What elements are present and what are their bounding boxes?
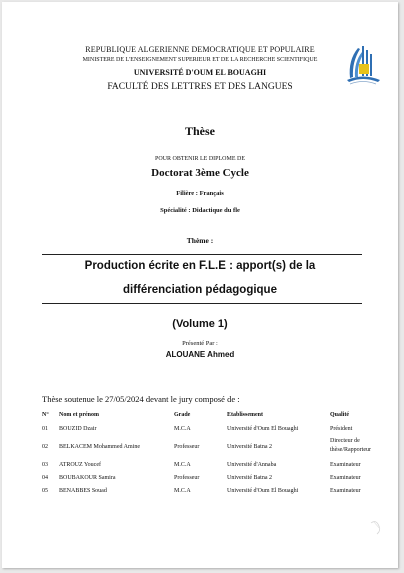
author-name: ALOUANE Ahmed bbox=[165, 350, 235, 359]
scan-artifact-icon bbox=[367, 517, 387, 537]
cell-numero: 04 bbox=[42, 475, 48, 481]
header-republique: REPUBLIQUE ALGERIENNE DEMOCRATIQUE ET POPULAIRE bbox=[85, 45, 315, 54]
cell-numero: 05 bbox=[42, 488, 48, 494]
col-header-nom: Nom et prénom bbox=[59, 412, 99, 418]
col-header-grade: Grade bbox=[174, 412, 191, 418]
cell-nom: BOUBAKOUR Samira bbox=[59, 475, 116, 481]
jury-intro: Thèse soutenue le 27/05/2024 devant le jury composé de : bbox=[42, 394, 240, 404]
cell-numero: 02 bbox=[42, 444, 48, 450]
cell-etablissement: Université Batna 2 bbox=[227, 444, 272, 450]
cell-grade: M.C.A bbox=[174, 462, 191, 468]
cell-grade: Professeur bbox=[174, 444, 200, 450]
cell-nom: BELKACEM Mohammed Amine bbox=[59, 444, 140, 450]
cell-etablissement: Université d'Annaba bbox=[227, 462, 277, 468]
header-universite: UNIVERSITÉ D'OUM EL BOUAGHI bbox=[133, 68, 267, 77]
cell-numero: 03 bbox=[42, 462, 48, 468]
cell-etablissement: Université Batna 2 bbox=[227, 475, 272, 481]
cell-grade: Professeur bbox=[174, 475, 200, 481]
cell-numero: 01 bbox=[42, 426, 48, 432]
cell-etablissement: Université d'Oum El Bouaghi bbox=[227, 426, 299, 432]
university-logo bbox=[342, 40, 384, 88]
volume-label: (Volume 1) bbox=[172, 318, 228, 330]
cell-qualite-line2: thèse/Rapporteur bbox=[330, 447, 371, 453]
pour-obtenir: POUR OBTENIR LE DIPLOME DE bbox=[155, 156, 245, 162]
col-header-etablissement: Etablissement bbox=[227, 412, 263, 418]
cell-qualite: Examinateur bbox=[330, 475, 361, 481]
col-header-numero: N° bbox=[42, 412, 49, 418]
thesis-title-line1: Production écrite en F.L.E : apport(s) de la bbox=[84, 260, 316, 272]
presente-par: Présenté Par : bbox=[182, 340, 218, 347]
cell-nom: ATROUZ Youcef bbox=[59, 462, 101, 468]
title-rule-bottom bbox=[42, 303, 362, 304]
cell-nom: BOUZID Dzair bbox=[59, 426, 97, 432]
cell-grade: M.C.A bbox=[174, 488, 191, 494]
cell-qualite: Examinateur bbox=[330, 462, 361, 468]
cell-nom: BENABBES Souad bbox=[59, 488, 107, 494]
col-header-qualite: Qualité bbox=[330, 412, 349, 418]
filiere: Filière : Français bbox=[176, 190, 224, 197]
specialite: Spécialité : Didactique du fle bbox=[160, 207, 240, 214]
document-type: Thèse bbox=[185, 124, 215, 138]
diplome: Doctorat 3ème Cycle bbox=[151, 167, 249, 179]
document-page bbox=[2, 2, 398, 568]
cell-etablissement: Université d'Oum El Bouaghi bbox=[227, 488, 299, 494]
theme-label: Thème : bbox=[186, 236, 214, 245]
header-faculte: FACULTÉ DES LETTRES ET DES LANGUES bbox=[107, 82, 293, 92]
cell-qualite-line1: Directeur de bbox=[330, 438, 360, 444]
cell-grade: M.C.A bbox=[174, 426, 191, 432]
header-ministere: MINISTERE DE L'ENSEIGNEMENT SUPERIEUR ET DE LA RECHERCHE SCIENTIFIQUE bbox=[82, 57, 318, 63]
title-rule-top bbox=[42, 254, 362, 255]
cell-qualite: Examinateur bbox=[330, 488, 361, 494]
thesis-title-line2: différenciation pédagogique bbox=[123, 284, 277, 296]
cell-qualite: Président bbox=[330, 426, 353, 432]
